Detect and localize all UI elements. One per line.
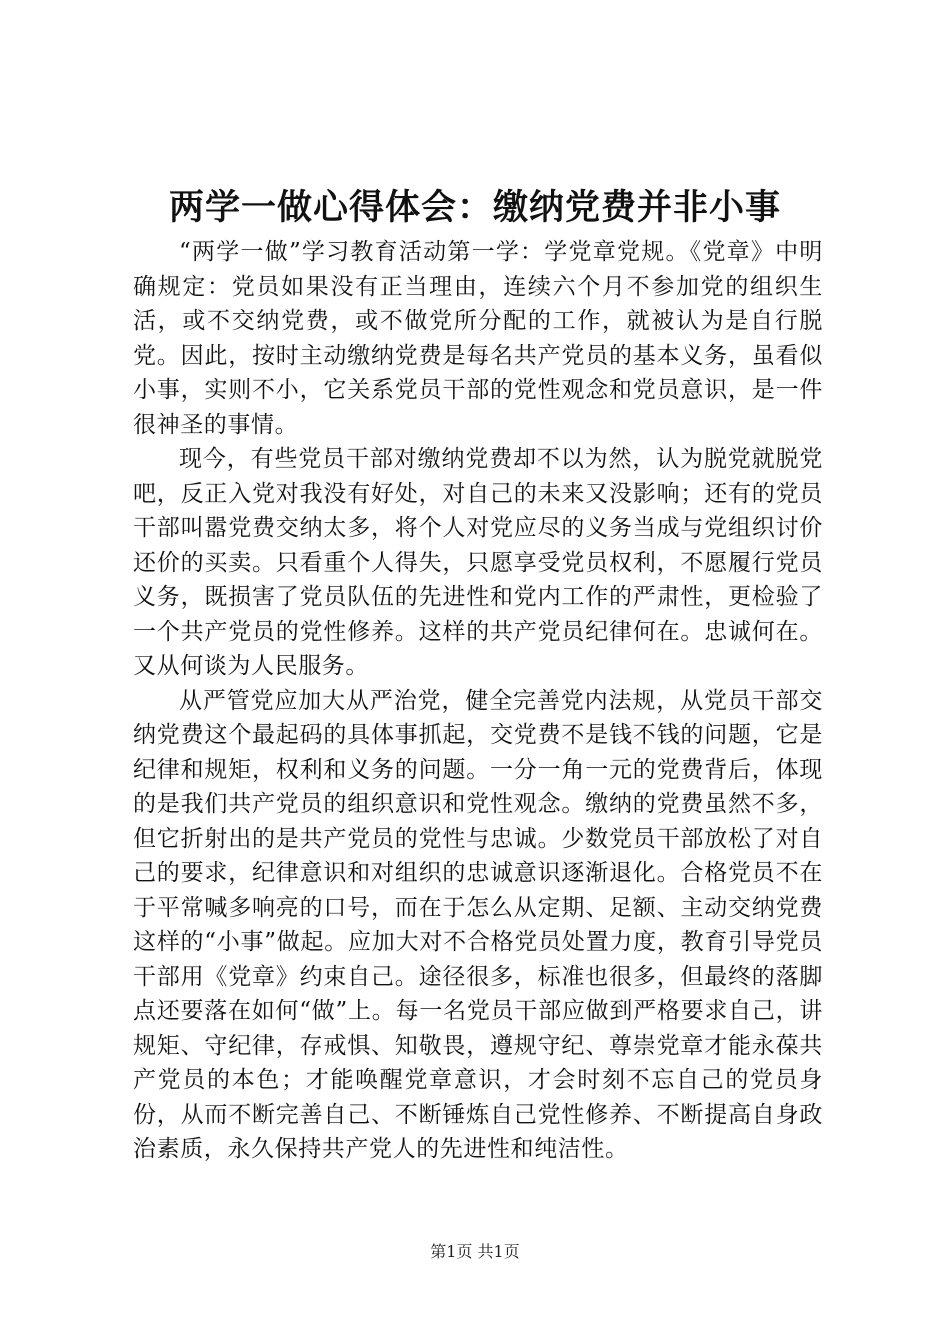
document-title: 两学一做心得体会：缴纳党费并非小事 [168,188,781,228]
document-body [133,235,823,1167]
page-number-footer: 第1页 共1页 [430,1242,520,1261]
paragraph: “两学一做”学习教育活动第一学：学党章党规。《党章》中明确规定：党员如果没有正当理由，连续六个月不参加党的组织生活，或不交纳党费，或不做党所分配的工作，就被认为是自行脱党。因此，按时主动缴纳党费是每名共产党员的基本义务，虽看似小事，实则不小，它关系党员干部的党性观念和党员意识，是一件很神圣的事情。 [133,239,823,438]
paragraph: 现今，有些党员干部对缴纳党费却不以为然，认为脱党就脱党吧，反正入党对我没有好处，对自己的未来又没影响；还有的党员干部叫嚣党费交纳太多，将个人对党应尽的义务当成与党组织讨价还价的买卖。只看重个人得失，只愿享受党员权利，不愿履行党员义务，既损害了党员队伍的先进性和党内工作的严肃性，更检验了一个共产党员的党性修养。这样的共产党员纪律何在。忠诚何在。又从何谈为人民服务。 [133,446,823,679]
paragraph: 从严管党应加大从严治党，健全完善党内法规，从党员干部交纳党费这个最起码的具体事抓起，交党费不是钱不钱的问题，它是纪律和规矩，权利和义务的问题。一分一角一元的党费背后，体现的是我们共产党员的组织意识和党性观念。缴纳的党费虽然不多，但它折射出的是共产党员的党性与忠诚。少数党员干部放松了对自己的要求，纪律意识和对组织的忠诚意识逐渐退化。合格党员不在于平常喊多响亮的口号，而在于怎么从定期、足额、主动交纳党费这样的“小事”做起。应加大对不合格党员处置力度，教育引导党员干部用《党章》约束自己。途径很多，标准也很多，但最终的落脚点还要落在如何“做”上。每一名党员干部应做到严格要求自己，讲规矩、守纪律，存戒惧、知敬畏，遵规守纪、尊崇党章才能永葆共产党员的本色；才能唤醒党章意识，才会时刻不忘自己的党员身份，从而不断完善自己、不断锤炼自己党性修养、不断提高自身政治素质，永久保持共产党人的先进性和纯洁性。 [133,687,823,1162]
